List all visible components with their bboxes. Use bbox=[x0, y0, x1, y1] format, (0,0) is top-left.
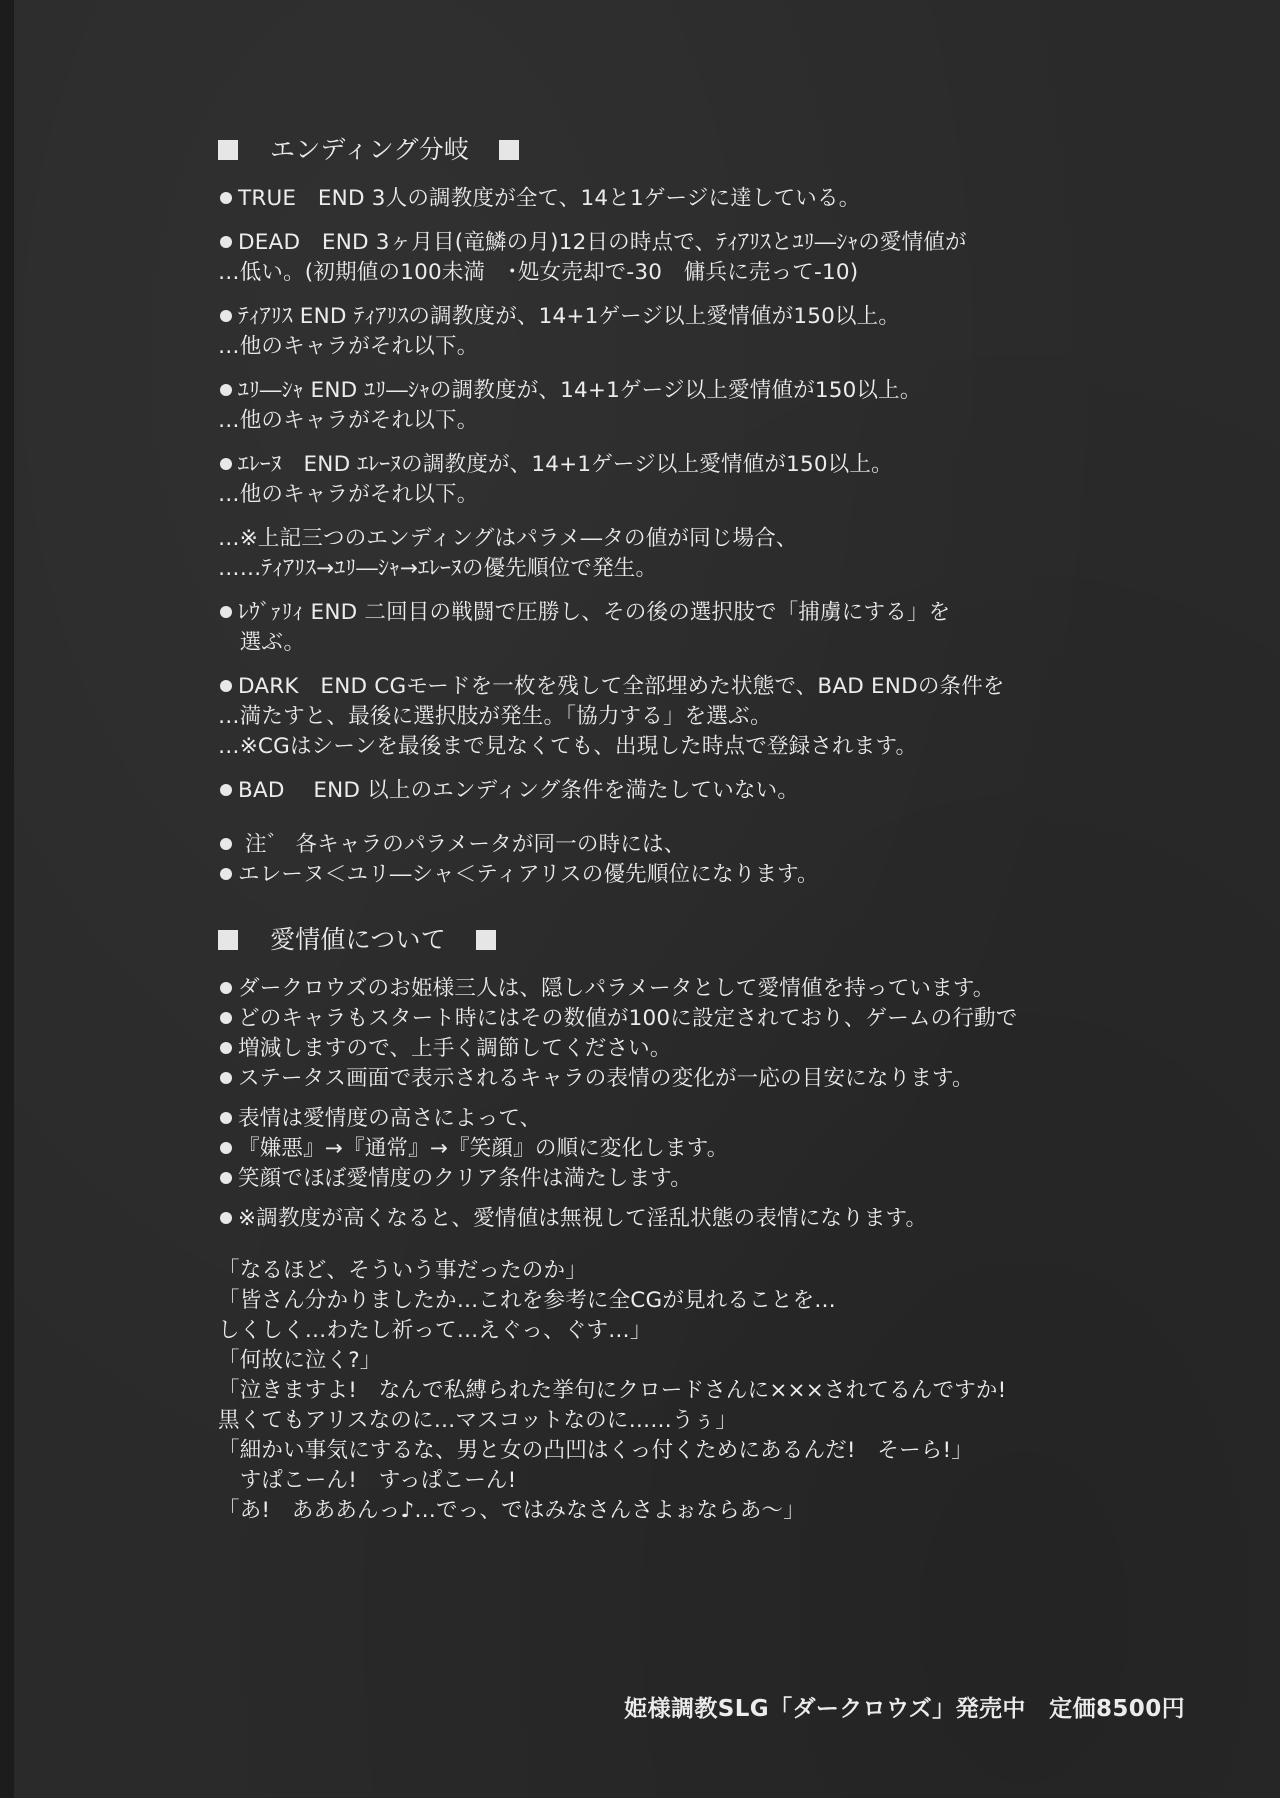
square-icon bbox=[218, 930, 238, 950]
ending-entry bbox=[218, 450, 1098, 510]
note-line: 注゛ 各キャラのパラメータが同一の時には、 bbox=[218, 830, 1098, 860]
list-item: 増減しますので、上手く調節してください。 bbox=[218, 1034, 1098, 1064]
bullet-icon bbox=[220, 982, 232, 994]
ending-entry bbox=[218, 776, 1098, 806]
list-item: どのキャラもスタート時にはその数値が100に設定されており、ゲームの行動で bbox=[218, 1004, 1098, 1034]
bullet-icon bbox=[220, 606, 232, 618]
bullet-icon bbox=[220, 236, 232, 248]
ending-line: TRUE END 3人の調教度が全て、14と1ゲージに達している。 bbox=[218, 184, 1098, 214]
section-title: エンディング分岐 bbox=[270, 135, 470, 164]
document-content bbox=[218, 132, 1098, 1526]
dialogue-line: しくしく…わたし祈って…えぐっ、ぐす…」 bbox=[218, 1318, 652, 1343]
ending-line: DEAD END 3ヶ月目(竜鱗の月)12日の時点で、ﾃｨｱﾘｽとﾕﾘ―ｼｬの愛情値が bbox=[218, 228, 1098, 258]
ending-entry bbox=[218, 302, 1098, 362]
ending-entry bbox=[218, 376, 1098, 436]
priority-note bbox=[218, 830, 1098, 890]
bullet-icon bbox=[220, 1012, 232, 1024]
section-heading-endings bbox=[218, 132, 1098, 168]
bullet-icon bbox=[220, 458, 232, 470]
endings-list bbox=[218, 184, 1098, 806]
ending-line: 選ぶ。 bbox=[218, 630, 306, 655]
dialogue-line: 「なるほど、そういう事だったのか」 bbox=[218, 1258, 587, 1283]
dialogue-line: 「何故に泣く?」 bbox=[218, 1348, 382, 1373]
section-heading-affection bbox=[218, 922, 1098, 958]
dialogue-line: 黒くてもアリスなのに…マスコットなのに……うぅ」 bbox=[218, 1408, 738, 1433]
ending-line: ……ﾃｨｱﾘｽ→ﾕﾘ―ｼｬ→ｴﾚｰﾇの優先順位で発生。 bbox=[218, 556, 658, 581]
list-item: 笑顔でほぼ愛情度のクリア条件は満たします。 bbox=[218, 1164, 1098, 1194]
page-edge bbox=[0, 0, 14, 1798]
section-title: 愛情値について bbox=[270, 925, 446, 954]
ending-entry bbox=[218, 672, 1098, 762]
affection-group-3 bbox=[218, 1204, 1098, 1234]
dialogue-line: 「泣きますよ! なんで私縛られた挙句にクロードさんに×××されてるんですか! bbox=[218, 1378, 1007, 1403]
bullet-icon bbox=[220, 1142, 232, 1154]
bullet-icon bbox=[220, 192, 232, 204]
bullet-icon bbox=[220, 384, 232, 396]
bullet-icon bbox=[220, 868, 232, 880]
dialogue-line: 「細かい事気にするな、男と女の凸凹はくっ付くためにあるんだ! そーら!」 bbox=[218, 1438, 974, 1463]
bullet-icon bbox=[220, 1212, 232, 1224]
ending-line: …※上記三つのエンディングはパラメ―タの値が同じ場合、 bbox=[218, 526, 798, 551]
ending-line: …他のキャラがそれ以下。 bbox=[218, 334, 479, 359]
list-item: ※調教度が高くなると、愛情値は無視して淫乱状態の表情になります。 bbox=[218, 1204, 1098, 1234]
ending-line: …※CGはシーンを最後まで見なくても、出現した時点で登録されます。 bbox=[218, 734, 918, 759]
list-item: 『嫌悪』→『通常』→『笑顔』の順に変化します。 bbox=[218, 1134, 1098, 1164]
bullet-icon bbox=[220, 1112, 232, 1124]
affection-group-1 bbox=[218, 974, 1098, 1094]
square-icon bbox=[476, 930, 496, 950]
list-item: ダークロウズのお姫様三人は、隠しパラメータとして愛情値を持っています。 bbox=[218, 974, 1098, 1004]
square-icon bbox=[499, 140, 519, 160]
bullet-icon bbox=[220, 1042, 232, 1054]
list-item: ステータス画面で表示されるキャラの表情の変化が一応の目安になります。 bbox=[218, 1064, 1098, 1094]
bullet-icon bbox=[220, 784, 232, 796]
product-footer: 姫様調教SLG「ダークロウズ」発売中 定価8500円 bbox=[624, 1696, 1185, 1722]
ending-line: ｴﾚｰﾇ END ｴﾚｰﾇの調教度が、14+1ゲージ以上愛情値が150以上。 bbox=[218, 450, 1098, 480]
bullet-icon bbox=[220, 1072, 232, 1084]
dialogue-line: すぱこーん! すっぱこーん! bbox=[218, 1468, 517, 1493]
ending-line: …他のキャラがそれ以下。 bbox=[218, 482, 479, 507]
ending-line: …低い。(初期値の100未満 ･処女売却で-30 傭兵に売って-10) bbox=[218, 260, 859, 285]
ending-line: …満たすと、最後に選択肢が発生。「協力する」を選ぶ。 bbox=[218, 704, 772, 729]
ending-line: BAD END 以上のエンディング条件を満たしていない。 bbox=[218, 776, 1098, 806]
note-line: エレーヌ＜ユリ―シャ＜ティアリスの優先順位になります。 bbox=[218, 860, 1098, 890]
bullet-icon bbox=[220, 838, 232, 850]
affection-group-2 bbox=[218, 1104, 1098, 1194]
ending-entry bbox=[218, 228, 1098, 288]
bullet-icon bbox=[220, 310, 232, 322]
ending-entry bbox=[218, 598, 1098, 658]
dialogue-block bbox=[218, 1256, 1098, 1526]
list-item: 表情は愛情度の高さによって、 bbox=[218, 1104, 1098, 1134]
ending-entry bbox=[218, 524, 1098, 584]
ending-line: …他のキャラがそれ以下。 bbox=[218, 408, 479, 433]
bullet-icon bbox=[220, 680, 232, 692]
ending-line: ﾚｳﾞｧﾘｨ END 二回目の戦闘で圧勝し、その後の選択肢で「捕虜にする」を bbox=[218, 598, 1098, 628]
dialogue-line: 「あ! あああんっ♪…でっ、ではみなさんさよぉならあ～」 bbox=[218, 1498, 805, 1523]
dialogue-line: 「皆さん分かりましたか…これを参考に全CGが見れることを… bbox=[218, 1288, 836, 1313]
ending-entry bbox=[218, 184, 1098, 214]
square-icon bbox=[218, 140, 238, 160]
ending-line: DARK END CGモードを一枚を残して全部埋めた状態で、BAD ENDの条件を bbox=[218, 672, 1098, 702]
ending-line: ﾕﾘ―ｼｬ END ﾕﾘ―ｼｬの調教度が、14+1ゲージ以上愛情値が150以上。 bbox=[218, 376, 1098, 406]
ending-line: ﾃｨｱﾘｽ END ﾃｨｱﾘｽの調教度が、14+1ゲージ以上愛情値が150以上。 bbox=[218, 302, 1098, 332]
bullet-icon bbox=[220, 1172, 232, 1184]
